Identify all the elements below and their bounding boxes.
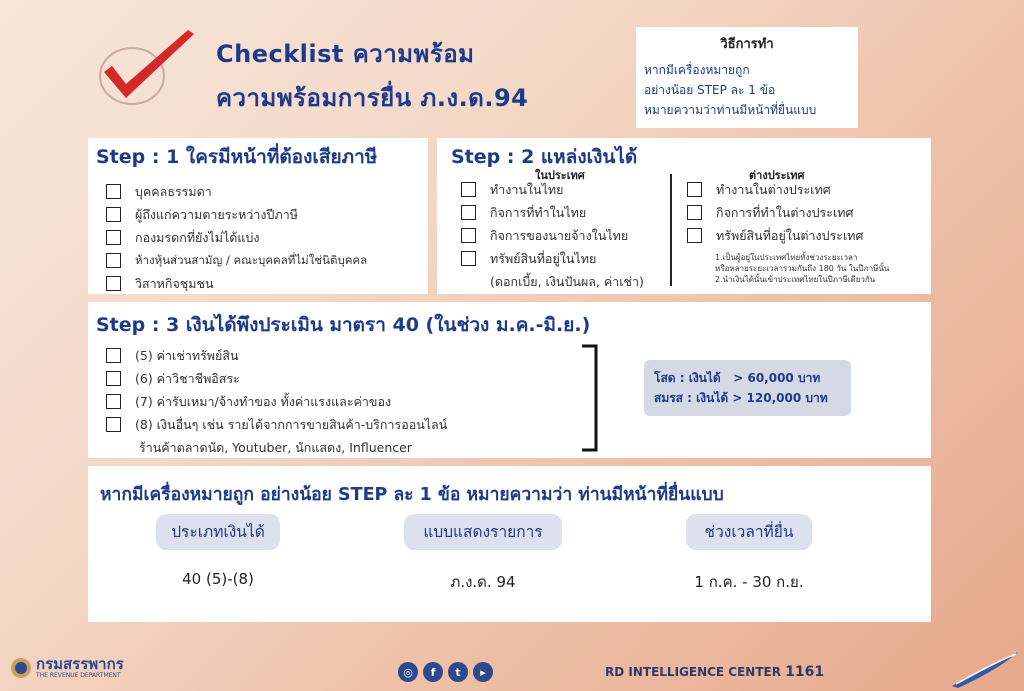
checklist-item[interactable] — [687, 224, 863, 247]
logo-subtext: THE REVENUE DEPARTMENT — [36, 672, 121, 679]
summary-heading: หากมีเครื่องหมายถูก อย่างน้อย STEP ละ 1 ข้อ หมายความว่า ท่านมีหน้าที่ยื่นแบบ — [100, 485, 724, 505]
threshold-single: โสด : เงินได้ > 60,000 บาท — [654, 371, 821, 385]
seal-icon — [10, 657, 32, 679]
summary-panel — [88, 466, 931, 622]
step1-title: Step : 1 ใครมีหน้าที่ต้องเสียภาษี — [96, 146, 378, 168]
checkbox[interactable] — [106, 371, 121, 386]
howto-line: หมายความว่าท่านมีหน้าที่ยื่นแบบ — [644, 103, 817, 117]
foreign-note: 1.เป็นผู้อยู่ในประเทศไทยทั้งช่วงระยะเวลา — [715, 253, 858, 262]
checklist-label: (6) ค่าวิชาชีพอิสระ — [135, 370, 240, 386]
checklist-label: ทำงานในไทย — [490, 181, 564, 197]
twitter-icon[interactable]: t — [448, 662, 468, 682]
value-period: 1 ก.ค. - 30 ก.ย. — [694, 573, 804, 591]
checklist-label: (5) ค่าเช่าทรัพย์สิน — [135, 347, 239, 363]
checkbox[interactable] — [687, 182, 702, 197]
checklist-label: ห้างหุ้นส่วนสามัญ / คณะบุคคลที่ไม่ใช่นิติบุคคล — [135, 252, 368, 267]
threshold-married: สมรส : เงินได้ > 120,000 บาท — [654, 391, 828, 405]
howto-line: อย่างน้อย STEP ละ 1 ข้อ — [644, 83, 776, 97]
youtube-icon[interactable]: ▸ — [473, 662, 493, 682]
checklist-label: ทรัพย์สินที่อยู่ในต่างประเทศ — [716, 227, 864, 243]
revenue-department-logo — [10, 656, 124, 679]
globe-icon[interactable]: ◎ — [398, 662, 418, 682]
foreign-note: 2.นำเงินได้นั้นเข้าประเทศไทยในปีภาษีเดียวกัน — [715, 275, 876, 284]
checklist-item[interactable] — [687, 201, 863, 224]
step2-title: Step : 2 แหล่งเงินได้ — [451, 146, 638, 168]
logo-text: กรมสรรพากร — [36, 655, 124, 673]
checkbox[interactable] — [687, 228, 702, 243]
checklist-item[interactable] — [461, 201, 644, 224]
checklist-item[interactable] — [106, 390, 447, 413]
checklist-label: กิจการที่ทำในไทย — [490, 204, 587, 220]
checklist-label: (8) เงินอื่นๆ เช่น รายได้จากการขายสินค้า-บริการออนไลน์ — [135, 416, 448, 432]
center-label: RD INTELLIGENCE CENTER — [605, 665, 781, 679]
checkmark-icon — [96, 26, 200, 110]
checklist-item[interactable] — [106, 203, 420, 226]
checklist-item[interactable] — [106, 413, 447, 436]
checklist-label: กองมรดกที่ยังไม่ได้แบ่ง — [135, 229, 260, 245]
column-divider — [670, 174, 672, 286]
page-subtitle: ความพร้อมการยื่น ภ.ง.ด.94 — [216, 84, 529, 112]
value-income-type: 40 (5)-(8) — [182, 570, 254, 588]
checklist-item[interactable] — [461, 178, 644, 201]
checklist-label: กิจการของนายจ้างในไทย — [490, 227, 629, 243]
step3-title: Step : 3 เงินได้พึงประเมิน มาตรา 40 (ในช่วง ม.ค.-มิ.ย.) — [96, 314, 591, 336]
checklist-label: ทำงานในต่างประเทศ — [716, 181, 831, 197]
checklist-label: ร้านค้าตลาดนัด, Youtuber, นักแสดง, Influencer — [139, 439, 412, 455]
checklist-label: ทรัพย์สินที่อยู่ในไทย — [490, 250, 597, 266]
pill-form: แบบแสดงรายการ — [404, 514, 562, 550]
checkbox[interactable] — [461, 182, 476, 197]
intelligence-center — [605, 664, 824, 680]
center-number: 1161 — [785, 664, 825, 680]
step1-panel — [88, 138, 428, 294]
pill-income-type: ประเภทเงินได้ — [156, 514, 280, 550]
checkbox[interactable] — [106, 253, 121, 268]
swoosh-icon — [950, 648, 1020, 688]
domestic-heading: ในประเทศ — [535, 169, 585, 182]
howto-heading: วิธีการทำ — [720, 37, 774, 52]
checkbox[interactable] — [461, 228, 476, 243]
checklist-item-extra — [461, 270, 644, 293]
threshold-box — [644, 360, 851, 416]
checklist-label: บุคคลธรรมดา — [135, 183, 212, 199]
checklist-item[interactable] — [106, 344, 447, 367]
checklist-item[interactable] — [106, 272, 420, 295]
value-form: ภ.ง.ด. 94 — [450, 573, 516, 591]
checkbox[interactable] — [106, 394, 121, 409]
foreign-note: หรือหลายระยะเวลารวมกันถึง 180 วัน ในปีภาษีนั้น — [715, 264, 890, 273]
checklist-item-extra — [106, 436, 447, 459]
checklist-item[interactable] — [461, 247, 644, 270]
checklist-item[interactable] — [106, 226, 420, 249]
checkbox[interactable] — [461, 251, 476, 266]
checklist-label: กิจการที่ทำในต่างประเทศ — [716, 204, 854, 220]
bracket-icon — [580, 344, 600, 452]
checkbox[interactable] — [461, 205, 476, 220]
pill-period: ช่วงเวลาที่ยื่น — [686, 514, 812, 550]
checkbox[interactable] — [106, 230, 121, 245]
foreign-heading: ต่างประเทศ — [749, 169, 805, 182]
checklist-item[interactable] — [106, 249, 420, 272]
step3-panel — [88, 302, 931, 458]
facebook-icon[interactable]: f — [423, 662, 443, 682]
checkbox[interactable] — [106, 417, 121, 432]
checkbox[interactable] — [106, 184, 121, 199]
checklist-item[interactable] — [461, 224, 644, 247]
checklist-item[interactable] — [687, 178, 863, 201]
checkbox[interactable] — [106, 207, 121, 222]
checkbox[interactable] — [687, 205, 702, 220]
page-title: Checklist ความพร้อม — [216, 40, 475, 68]
checklist-item[interactable] — [106, 180, 420, 203]
checkbox[interactable] — [106, 276, 121, 291]
step2-panel — [437, 138, 931, 294]
checklist-label: (ดอกเบี้ย, เงินปันผล, ค่าเช่า) — [490, 273, 644, 289]
checklist-item[interactable] — [106, 367, 447, 390]
checkbox[interactable] — [106, 348, 121, 363]
howto-box — [636, 27, 858, 128]
howto-line: หากมีเครื่องหมายถูก — [644, 63, 750, 77]
checklist-label: วิสาหกิจชุมชน — [135, 275, 214, 291]
checklist-label: (7) ค่ารับเหมา/จ้างทำของ ทั้งค่าแรงและค่าของ — [135, 393, 392, 409]
checklist-label: ผู้ถึงแก่ความตายระหว่างปีภาษี — [135, 206, 298, 222]
